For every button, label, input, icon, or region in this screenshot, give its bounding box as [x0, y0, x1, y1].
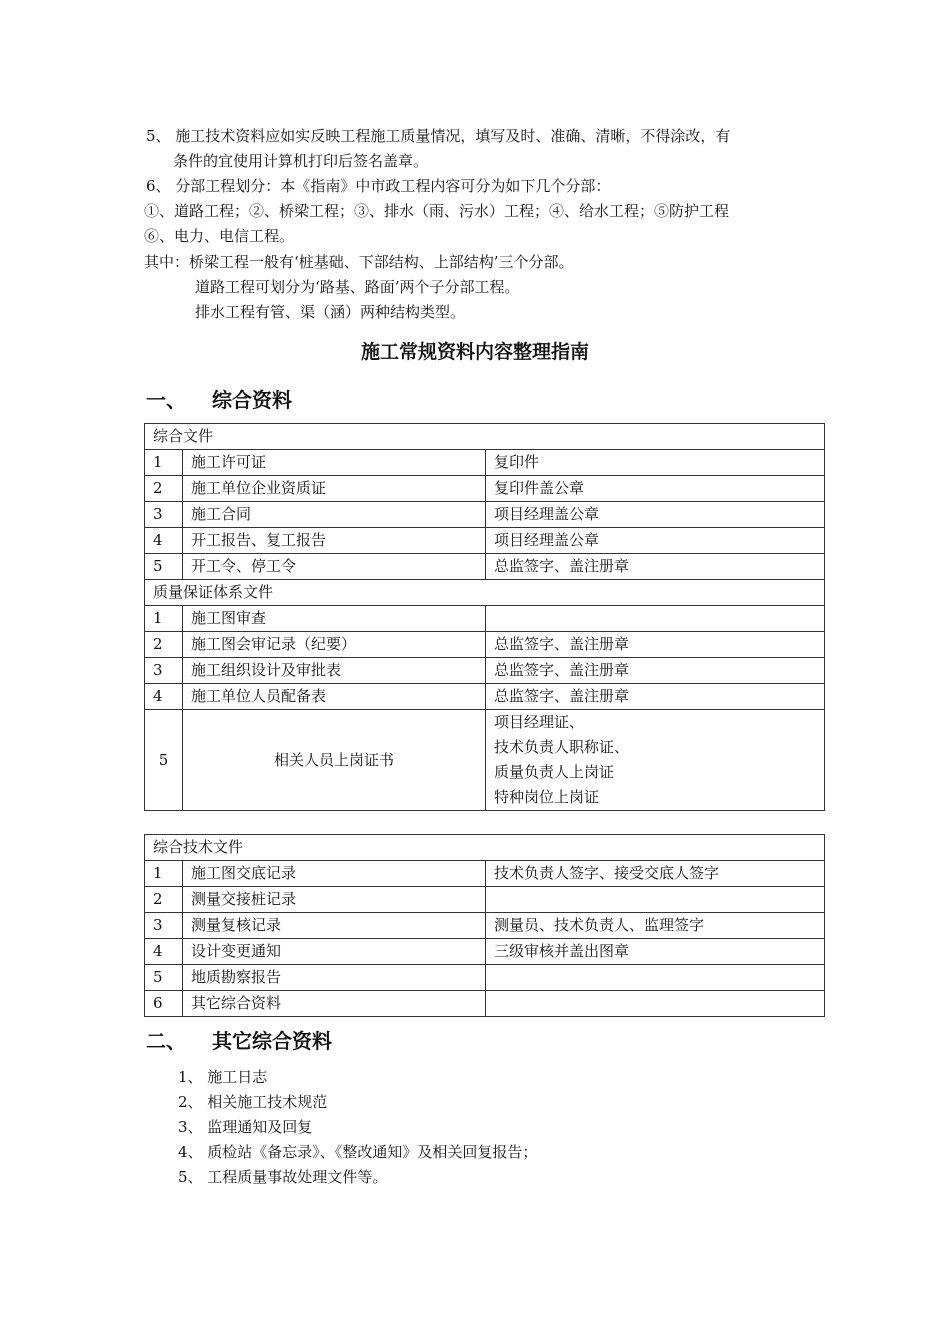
row-requirement: 总监签字、盖注册章 [486, 658, 825, 684]
group-label: 质量保证体系文件 [145, 580, 825, 606]
row-number: 2 [145, 632, 183, 658]
row-item: 测量复核记录 [183, 913, 486, 939]
list-item: 5、 工程质量事故处理文件等。 [178, 1168, 388, 1186]
table-row [145, 684, 825, 710]
table-row [145, 632, 825, 658]
row-requirement: 总监签字、盖注册章 [486, 684, 825, 710]
table-row [145, 887, 825, 913]
row-number: 2 [145, 476, 183, 502]
parts-line-2: ⑥、电力、电信工程。 [144, 227, 295, 245]
table-row [145, 450, 825, 476]
table-row [145, 965, 825, 991]
row-requirement [486, 965, 825, 991]
list-item: 3、 监理通知及回复 [178, 1118, 313, 1136]
row-item: 相关人员上岗证书 [183, 710, 486, 811]
requirement-line: 项目经理证、 [494, 713, 585, 731]
row-number: 1 [145, 450, 183, 476]
row-item: 施工图审查 [183, 606, 486, 632]
row-requirement [486, 991, 825, 1017]
row-requirement: 项目经理盖公章 [486, 528, 825, 554]
row-requirement: 复印件 [486, 450, 825, 476]
section-1-heading [146, 386, 292, 414]
row-item: 开工报告、复工报告 [183, 528, 486, 554]
page-title: 施工常规资料内容整理指南 [360, 341, 589, 363]
table-row [145, 861, 825, 887]
row-item: 施工图会审记录（纪要） [183, 632, 486, 658]
section-1-label: 综合资料 [212, 388, 292, 412]
table-row [145, 710, 825, 811]
row-requirement: 项目经理盖公章 [486, 502, 825, 528]
section-1-number: 一、 [146, 388, 186, 412]
paragraph-6: 6、 分部工程划分：本《指南》中市政工程内容可分为如下几个分部： [146, 177, 611, 195]
general-documents-table [144, 423, 825, 811]
row-requirement: 总监签字、盖注册章 [486, 632, 825, 658]
note-road: 道路工程可划分为‘路基、路面’两个子分部工程。 [195, 278, 520, 296]
row-number: 5 [145, 710, 183, 811]
list-item: 1、 施工日志 [178, 1068, 268, 1086]
group-label: 综合技术文件 [145, 835, 825, 861]
row-number: 4 [145, 939, 183, 965]
requirement-line: 技术负责人职称证、 [494, 738, 630, 756]
row-number: 4 [145, 528, 183, 554]
list-item: 4、 质检站《备忘录》、《整改通知》及相关回复报告； [178, 1143, 538, 1161]
table-row [145, 476, 825, 502]
list-item: 2、 相关施工技术规范 [178, 1093, 328, 1111]
table-row [145, 502, 825, 528]
row-item: 施工单位企业资质证 [183, 476, 486, 502]
section-2-label: 其它综合资料 [212, 1029, 332, 1053]
row-requirement: 复印件盖公章 [486, 476, 825, 502]
requirement-line: 质量负责人上岗证 [494, 763, 615, 781]
table-group-row [145, 424, 825, 450]
row-item: 地质勘察报告 [183, 965, 486, 991]
table-row [145, 554, 825, 580]
technical-documents-table [144, 834, 825, 1017]
row-item: 设计变更通知 [183, 939, 486, 965]
row-requirement: 总监签字、盖注册章 [486, 554, 825, 580]
row-number: 3 [145, 658, 183, 684]
row-number: 3 [145, 502, 183, 528]
paragraph-5-line-1: 5、 施工技术资料应如实反映工程施工质量情况，填写及时、准确、清晰，不得涂改，有 [146, 127, 731, 145]
row-number: 1 [145, 606, 183, 632]
row-number: 5 [145, 965, 183, 991]
row-item: 施工许可证 [183, 450, 486, 476]
requirement-line: 特种岗位上岗证 [494, 788, 600, 806]
section-2-number: 二、 [146, 1029, 186, 1053]
row-item: 施工单位人员配备表 [183, 684, 486, 710]
row-requirement: 三级审核并盖出图章 [486, 939, 825, 965]
table-group-row [145, 580, 825, 606]
row-requirement [486, 887, 825, 913]
table-row [145, 606, 825, 632]
row-requirement [486, 606, 825, 632]
row-item: 测量交接桩记录 [183, 887, 486, 913]
row-requirement: 测量员、技术负责人、监理签字 [486, 913, 825, 939]
row-requirement: 技术负责人签字、接受交底人签字 [486, 861, 825, 887]
note-bridge: 其中：桥梁工程一般有‘桩基础、下部结构、上部结构’三个分部。 [144, 253, 574, 271]
section-2-heading [146, 1027, 332, 1055]
table-row [145, 528, 825, 554]
row-item: 施工组织设计及审批表 [183, 658, 486, 684]
note-drainage: 排水工程有管、渠（涵）两种结构类型。 [195, 303, 466, 321]
row-number: 4 [145, 684, 183, 710]
table-row [145, 991, 825, 1017]
row-number: 6 [145, 991, 183, 1017]
row-item: 其它综合资料 [183, 991, 486, 1017]
paragraph-5-line-2: 条件的宜使用计算机打印后签名盖章。 [173, 152, 429, 170]
table-group-row [145, 835, 825, 861]
row-item: 施工合同 [183, 502, 486, 528]
table-row [145, 913, 825, 939]
row-item: 开工令、停工令 [183, 554, 486, 580]
row-item: 施工图交底记录 [183, 861, 486, 887]
table-row [145, 939, 825, 965]
row-number: 3 [145, 913, 183, 939]
group-label: 综合文件 [145, 424, 825, 450]
row-requirement-list [486, 710, 825, 811]
parts-line-1: ①、道路工程；②、桥梁工程；③、排水（雨、污水）工程；④、给水工程；⑤防护工程 [144, 202, 730, 220]
row-number: 5 [145, 554, 183, 580]
row-number: 1 [145, 861, 183, 887]
row-number: 2 [145, 887, 183, 913]
table-row [145, 658, 825, 684]
